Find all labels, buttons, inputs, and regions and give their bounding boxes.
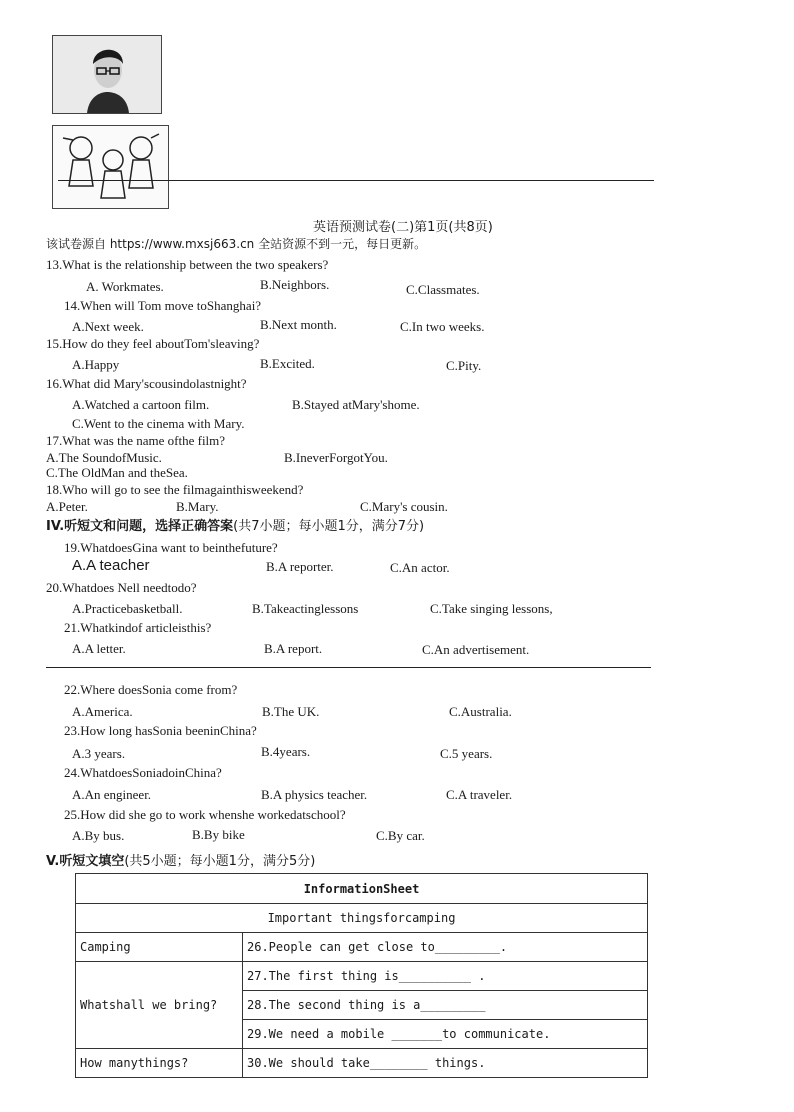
option-24c: C.A traveler.: [446, 787, 513, 802]
option-16b: B.Stayed atMary'shome.: [292, 397, 420, 412]
option-14a: A.Next week.: [72, 319, 144, 334]
option-16a: A.Watched a cartoon film.: [72, 397, 210, 412]
option-22b: B.The UK.: [262, 704, 320, 719]
cartoon-image: [52, 125, 169, 209]
option-15b: B.Excited.: [260, 356, 315, 371]
option-13b: B.Neighbors.: [260, 277, 330, 292]
question-14: 14.When will Tom move toShanghai?: [64, 298, 262, 313]
blank-28: 28.The second thing is a_________: [243, 991, 648, 1020]
option-19c: C.An actor.: [390, 560, 450, 575]
question-21: 21.Whatkindof articleisthis?: [64, 620, 212, 635]
option-19b: B.A reporter.: [266, 559, 334, 574]
question-17: 17.What was the name ofthe film?: [46, 433, 226, 448]
option-14c: C.In two weeks.: [400, 319, 485, 334]
option-21a: A.A letter.: [72, 641, 126, 656]
section-4-note: (共7小题；每小题1分，满分7分): [233, 519, 425, 534]
question-25: 25.How did she go to work whenshe workedatschool?: [64, 807, 346, 822]
option-20c: C.Take singing lessons,: [430, 601, 553, 616]
question-19: 19.WhatdoesGina want to beinthefuture?: [64, 540, 278, 555]
blank-30: 30.We should take________ things.: [243, 1049, 648, 1078]
option-13a: A. Workmates.: [86, 279, 164, 294]
row-label-bring: Whatshall we bring?: [76, 962, 243, 1049]
option-17c: C.The OldMan and theSea.: [46, 465, 188, 480]
information-sheet-table: [75, 873, 648, 1078]
top-divider: [58, 180, 654, 181]
option-15a: A.Happy: [72, 357, 120, 372]
portrait-photo: [52, 35, 162, 114]
section-4-title: IV.听短文和问题，选择正确答案: [46, 519, 234, 534]
option-15c: C.Pity.: [446, 358, 482, 373]
section-5-note: (共5小题；每小题1分，满分5分): [124, 854, 316, 869]
option-21c: C.An advertisement.: [422, 642, 530, 657]
option-14b: B.Next month.: [260, 317, 337, 332]
question-18: 18.Who will go to see the filmagainthisweekend?: [46, 482, 304, 497]
source-note: 该试卷源自 https://www.mxsj663.cn 全站资源不到一元，每日更新。: [46, 237, 427, 251]
blank-27: 27.The first thing is__________ .: [243, 962, 648, 991]
option-18a: A.Peter.: [46, 499, 88, 514]
question-23: 23.How long hasSonia beeninChina?: [64, 723, 257, 738]
question-24: 24.WhatdoesSoniadoinChina?: [64, 765, 222, 780]
option-22c: C.Australia.: [449, 704, 512, 719]
info-sheet-subtitle: Important thingsforcamping: [76, 904, 648, 933]
option-16c: C.Went to the cinema with Mary.: [72, 416, 245, 431]
row-label-camping: Camping: [76, 933, 243, 962]
question-20: 20.Whatdoes Nell needtodo?: [46, 580, 197, 595]
option-18c: C.Mary's cousin.: [360, 499, 448, 514]
option-25a: A.By bus.: [72, 828, 125, 843]
option-24b: B.A physics teacher.: [261, 787, 368, 802]
row-label-how-many: How manythings?: [76, 1049, 243, 1078]
blank-26: 26.People can get close to_________.: [243, 933, 648, 962]
option-18b: B.Mary.: [176, 499, 219, 514]
question-22: 22.Where doesSonia come from?: [64, 682, 238, 697]
section-5-heading: [46, 850, 315, 869]
option-17b: B.IneverForgotYou.: [284, 450, 388, 465]
question-15: 15.How do they feel aboutTom'sleaving?: [46, 336, 260, 351]
section-5-title: V.听短文填空: [46, 854, 125, 869]
option-23a: A.3 years.: [72, 746, 126, 761]
info-sheet-title: InformationSheet: [76, 874, 648, 904]
option-23c: C.5 years.: [440, 746, 493, 761]
option-25b: B.By bike: [192, 827, 245, 842]
section-4-heading: [46, 515, 424, 534]
option-20b: B.Takeactinglessons: [252, 601, 359, 616]
option-19a: A.A teacher: [72, 557, 150, 574]
option-24a: A.An engineer.: [72, 787, 152, 802]
option-21b: B.A report.: [264, 641, 323, 656]
question-13: 13.What is the relationship between the two speakers?: [46, 257, 329, 272]
option-25c: C.By car.: [376, 828, 425, 843]
blank-29: 29.We need a mobile _______to communicate.: [243, 1020, 648, 1049]
page-title: 英语预测试卷(二)第1页(共8页): [313, 220, 493, 235]
option-23b: B.4years.: [261, 744, 311, 759]
middle-divider: [46, 667, 651, 668]
option-17a: A.The SoundofMusic.: [46, 450, 162, 465]
question-16: 16.What did Mary'scousindolastnight?: [46, 376, 247, 391]
option-22a: A.America.: [72, 704, 133, 719]
option-20a: A.Practicebasketball.: [72, 601, 183, 616]
option-13c: C.Classmates.: [406, 282, 480, 297]
